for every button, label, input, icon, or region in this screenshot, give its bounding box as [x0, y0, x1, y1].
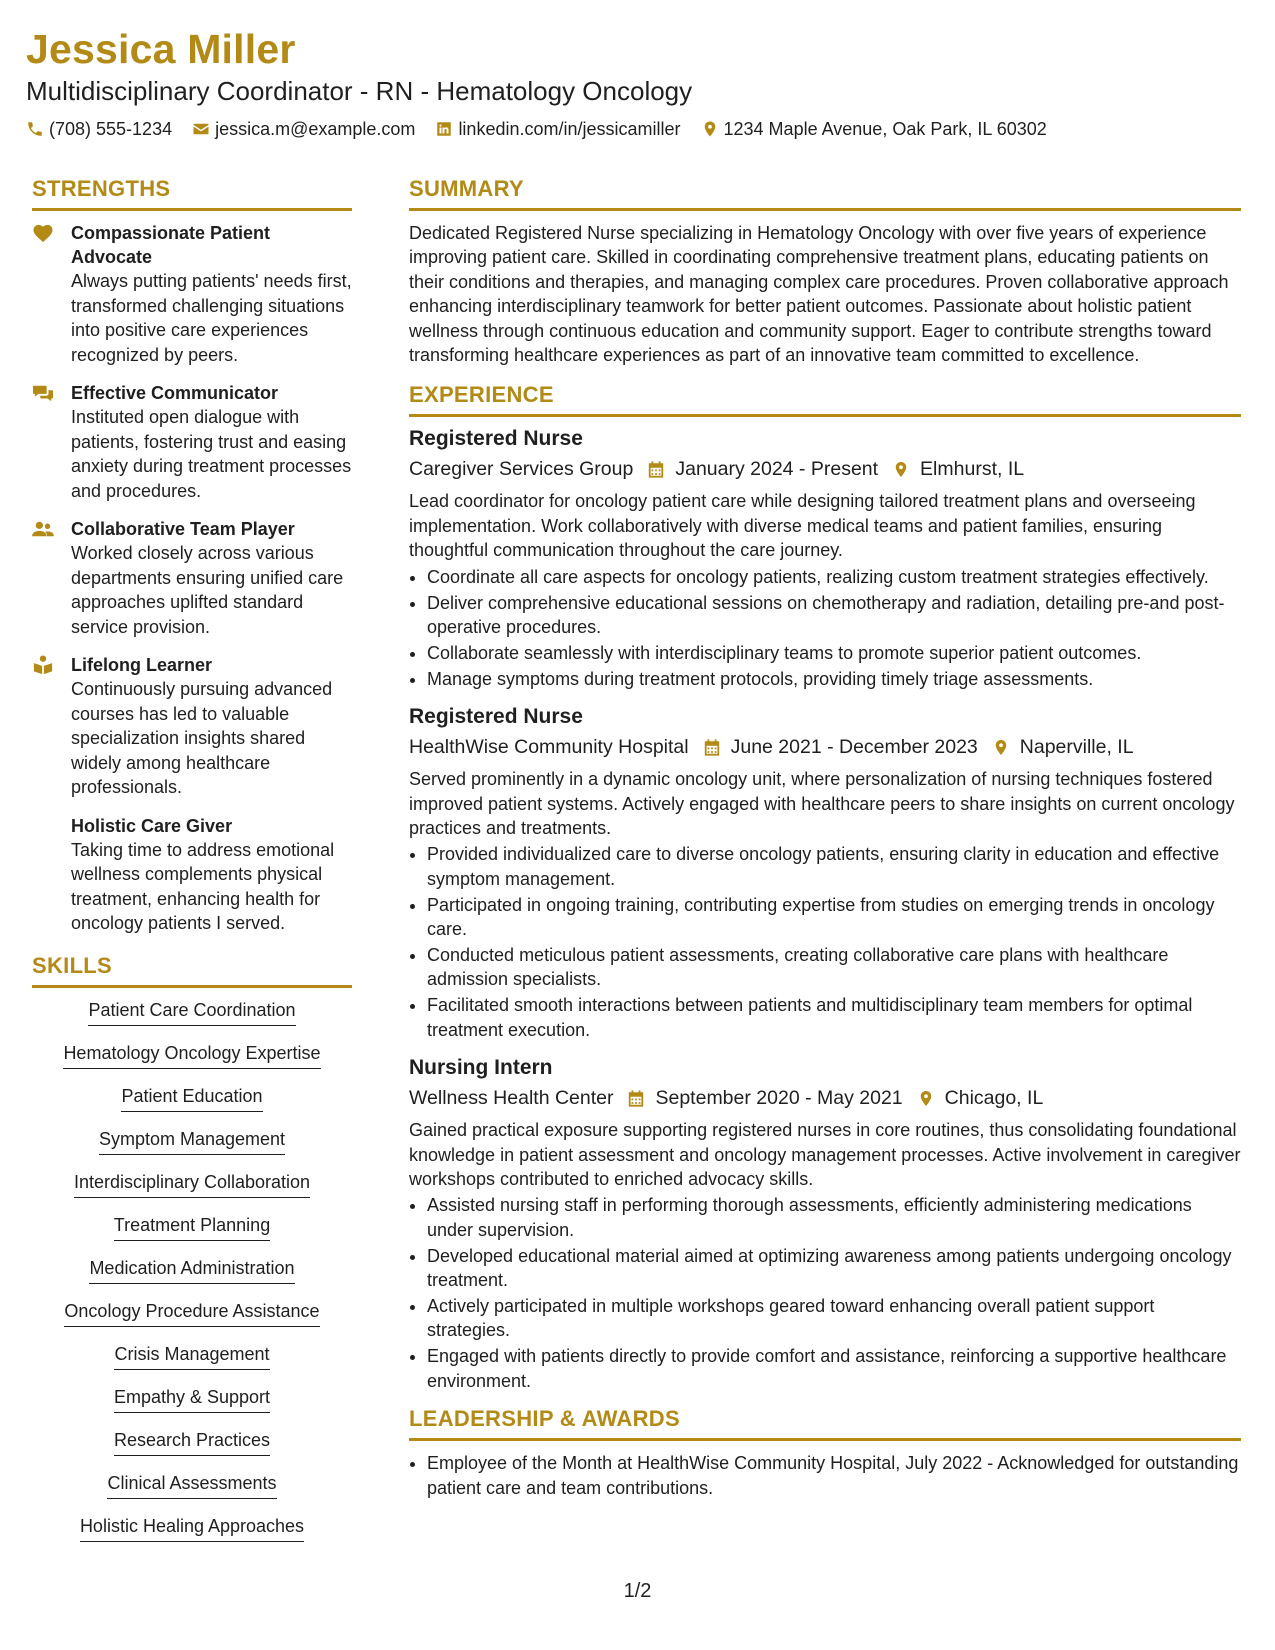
job-description: Lead coordinator for oncology patient care while designing tailored treatment plans and overseeing implementation. Work collaboratively with diverse medical teams and patient families, ensuring thoughtful communication throughout the care journey.	[409, 491, 1196, 561]
resume-header	[26, 24, 1246, 141]
section-divider	[32, 985, 352, 988]
job-dates	[647, 455, 878, 483]
skills-list	[32, 998, 352, 1557]
skill-item: Medication Administration	[89, 1256, 294, 1284]
map-pin-icon	[917, 1089, 935, 1108]
job-meta	[409, 733, 1241, 761]
leadership-item: • Employee of the Month at HealthWise Community Hospital, July 2022 - Acknowledged for outstanding patient care and team contributions.	[427, 1451, 1241, 1500]
contact-email[interactable]	[192, 117, 415, 141]
job-bullet: • Deliver comprehensive educational sessions on chemotherapy and radiation, detailing pre-and post-operative procedures.	[427, 591, 1241, 640]
email-text: jessica.m@example.com	[215, 119, 416, 139]
skill-item: Patient Education	[121, 1084, 262, 1112]
envelope-icon	[192, 120, 210, 138]
strength-description: Always putting patients' needs first, transformed challenging situations into positive care experiences recognized by peers.	[71, 271, 352, 365]
job-entry	[409, 1054, 1241, 1393]
strength-item	[32, 517, 352, 639]
strength-heading: Collaborative Team Player	[71, 519, 295, 539]
job-dates-text: January 2024 - Present	[675, 458, 879, 481]
leadership-heading: LEADERSHIP & AWARDS	[409, 1406, 680, 1432]
right-column	[409, 173, 1241, 1501]
job-entry	[409, 703, 1241, 1042]
job-location	[892, 455, 1024, 483]
section-divider	[409, 1438, 1241, 1441]
strengths-heading: STRENGTHS	[32, 176, 171, 201]
candidate-title: Multidisciplinary Coordinator - RN - Hematology Oncology	[26, 76, 693, 106]
job-bullets	[409, 1193, 1241, 1393]
skill-item: Holistic Healing Approaches	[80, 1514, 304, 1542]
left-column	[32, 173, 352, 1557]
strength-description: Continuously pursuing advanced courses has led to valuable specialization insights shared widely among healthcare professionals.	[71, 679, 333, 797]
job-bullets	[409, 842, 1241, 1042]
phone-text: (708) 555-1234	[49, 119, 173, 139]
job-dates-text: September 2020 - May 2021	[655, 1087, 903, 1110]
job-bullet: • Collaborate seamlessly with interdisciplinary teams to promote superior patient outcomes.	[427, 641, 1241, 665]
job-company: HealthWise Community Hospital	[409, 736, 689, 759]
job-bullet: • Provided individualized care to diverse oncology patients, ensuring clarity in education and effective symptom management.	[427, 842, 1241, 891]
summary-text: Dedicated Registered Nurse specializing in Hematology Oncology with over five years of experience improving patient care. Skilled in coordinating comprehensive treatment plans, educating patients on their conditions and therapies, and managing complex care procedures. Proven collaborative approach enhancing interdisciplinary teamwork for better patient outcomes. Passionate about holistic patient wellness through continuous education and community support. Eager to contribute strengths toward transforming healthcare experiences as part of an innovative team committed to excellence.	[409, 223, 1229, 366]
job-bullet: • Coordinate all care aspects for oncology patients, realizing custom treatment strategies effectively.	[427, 565, 1241, 589]
reader-icon	[32, 655, 54, 677]
section-divider	[32, 208, 352, 211]
map-pin-icon	[992, 738, 1010, 757]
section-divider	[409, 414, 1241, 417]
skill-item: Symptom Management	[99, 1127, 285, 1155]
strength-description: Taking time to address emotional wellness complements physical treatment, enhancing health for oncology patients I served.	[71, 839, 335, 933]
strength-description: Instituted open dialogue with patients, fostering trust and easing anxiety during treatment processes and procedures.	[71, 407, 352, 501]
map-pin-icon	[701, 120, 719, 138]
calendar-icon	[647, 460, 665, 479]
experience-heading: EXPERIENCE	[409, 382, 554, 408]
strength-item	[32, 814, 352, 936]
job-bullet: • Manage symptoms during treatment protocols, providing timely triage assessments.	[427, 667, 1241, 691]
skill-item: Patient Care Coordination	[88, 998, 295, 1026]
contact-phone[interactable]	[26, 117, 172, 141]
skill-item: Clinical Assessments	[107, 1471, 276, 1499]
job-location	[992, 733, 1134, 761]
job-role: Registered Nurse	[409, 705, 583, 729]
strength-item	[32, 653, 352, 800]
calendar-icon	[703, 738, 721, 757]
skill-item: Treatment Planning	[114, 1213, 270, 1241]
skills-heading: SKILLS	[32, 952, 113, 978]
job-entry	[409, 425, 1241, 691]
job-bullet: • Conducted meticulous patient assessments, creating collaborative care plans with healthcare admission specialists.	[427, 943, 1241, 992]
job-dates-text: June 2021 - December 2023	[730, 736, 978, 759]
job-bullet: • Facilitated smooth interactions between patients and multidisciplinary team members for optimal treatment execution.	[427, 993, 1241, 1042]
job-dates	[627, 1084, 902, 1112]
job-dates	[703, 733, 978, 761]
job-meta	[409, 1084, 1241, 1112]
comments-icon	[32, 383, 54, 405]
skill-item: Interdisciplinary Collaboration	[74, 1170, 310, 1198]
job-role: Nursing Intern	[409, 1056, 553, 1080]
strength-heading: Holistic Care Giver	[71, 815, 233, 836]
strength-heading: Lifelong Learner	[71, 655, 213, 675]
leadership-list	[409, 1451, 1241, 1500]
strength-heading: Effective Communicator	[71, 383, 279, 403]
contact-address	[701, 117, 1047, 141]
map-pin-icon	[892, 460, 910, 479]
linkedin-icon	[435, 120, 453, 138]
linkedin-text: linkedin.com/in/jessicamiller	[458, 119, 681, 139]
strength-heading: Compassionate Patient Advocate	[71, 223, 271, 267]
job-company: Caregiver Services Group	[409, 458, 634, 481]
job-company: Wellness Health Center	[409, 1087, 614, 1110]
address-text: 1234 Maple Avenue, Oak Park, IL 60302	[723, 119, 1047, 139]
job-location-text: Chicago, IL	[944, 1087, 1044, 1110]
skill-item: Research Practices	[114, 1428, 270, 1456]
candidate-name: Jessica Miller	[26, 26, 296, 72]
heart-icon	[32, 223, 54, 245]
job-description: Gained practical exposure supporting registered nurses in core routines, thus consolidating foundational knowledge in patient assessment and oncology management processes. Active involvement in caregiver workshops contributed to enriched advocacy skills.	[409, 1120, 1241, 1189]
page-number: 1/2	[623, 1580, 652, 1602]
strength-item	[32, 221, 352, 367]
job-bullet: • Engaged with patients directly to provide comfort and assistance, reinforcing a supportive healthcare environment.	[427, 1344, 1241, 1393]
job-description: Served prominently in a dynamic oncology unit, where personalization of nursing techniques fostered improved patient systems. Actively engaged with healthcare peers to share insights on current oncology practices and treatments.	[409, 769, 1235, 838]
strength-description: Worked closely across various departments ensuring unified care approaches uplifted standard service provision.	[71, 543, 344, 637]
job-bullet: • Developed educational material aimed at optimizing awareness among patients undergoing oncology treatment.	[427, 1244, 1241, 1293]
phone-icon	[26, 120, 44, 138]
job-location-text: Naperville, IL	[1019, 736, 1134, 759]
job-bullets	[409, 565, 1241, 692]
job-location-text: Elmhurst, IL	[920, 458, 1025, 481]
contact-bar	[26, 117, 1246, 141]
job-location	[917, 1084, 1044, 1112]
users-icon	[32, 519, 54, 541]
calendar-icon	[627, 1089, 645, 1108]
summary-heading: SUMMARY	[409, 176, 524, 201]
job-bullet: • Assisted nursing staff in performing thorough assessments, efficiently administering medications under supervision.	[427, 1193, 1241, 1242]
job-meta	[409, 455, 1241, 483]
skill-item: Oncology Procedure Assistance	[64, 1299, 319, 1327]
job-role: Registered Nurse	[409, 427, 583, 451]
section-divider	[409, 208, 1241, 211]
skill-item: Crisis Management	[114, 1342, 269, 1370]
contact-linkedin[interactable]	[435, 117, 680, 141]
job-bullet: • Participated in ongoing training, contributing expertise from studies on emerging trends in oncology care.	[427, 893, 1241, 942]
job-bullet: • Actively participated in multiple workshops geared toward enhancing overall patient support strategies.	[427, 1294, 1241, 1343]
skill-item: Hematology Oncology Expertise	[63, 1041, 320, 1069]
strength-item	[32, 381, 352, 503]
skill-item: Empathy & Support	[114, 1385, 270, 1413]
